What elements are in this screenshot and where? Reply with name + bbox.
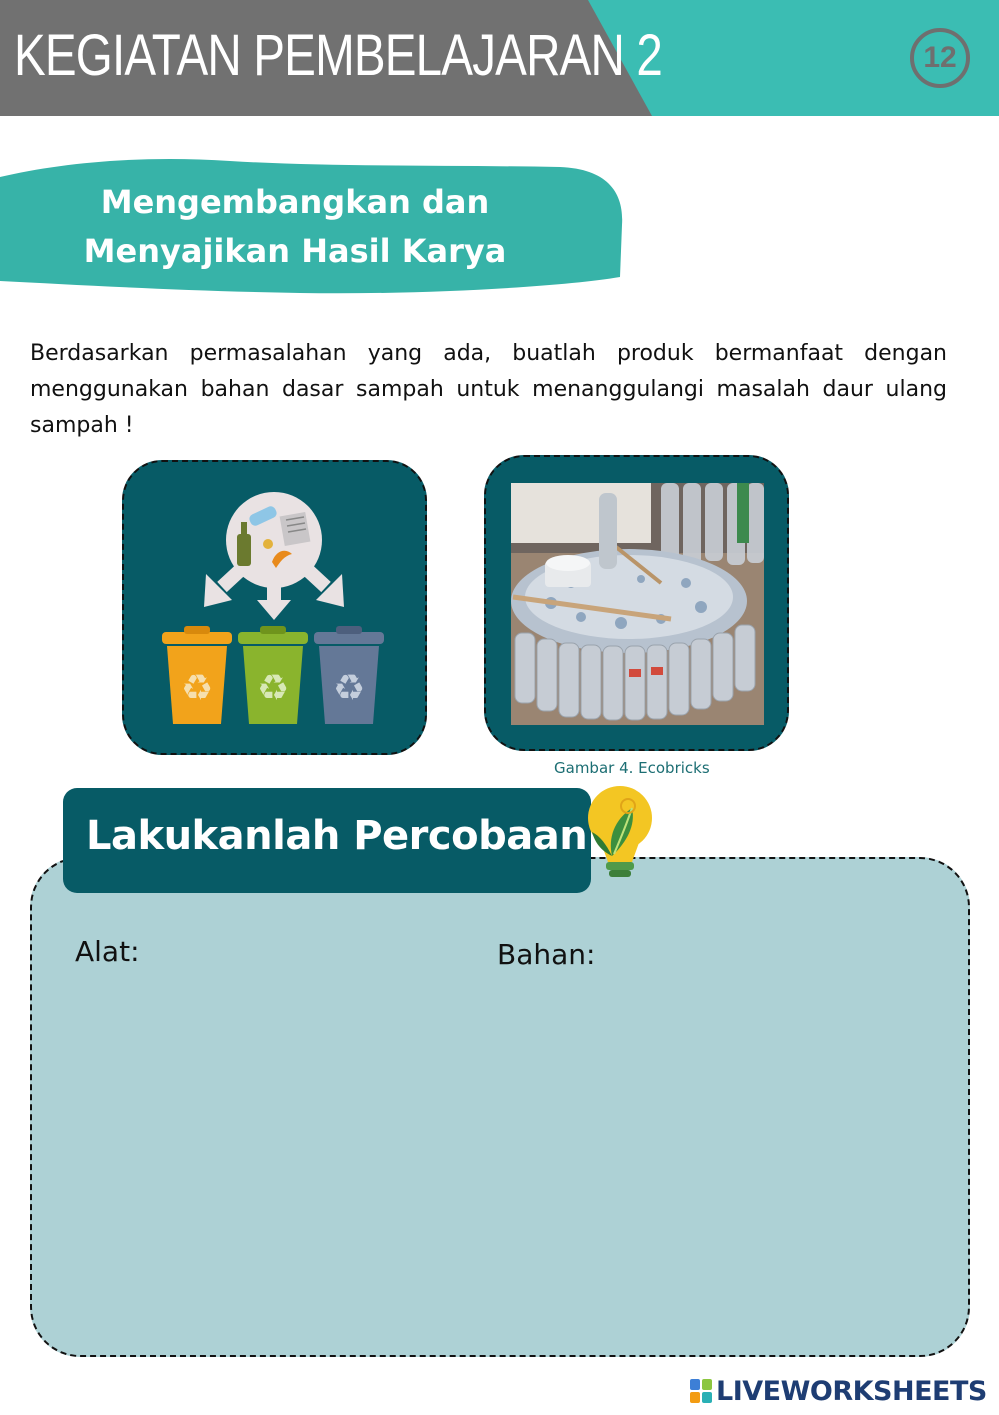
alat-label: Alat: [75, 935, 140, 968]
experiment-title: Lakukanlah Percobaan [86, 813, 588, 859]
page-number-badge: 12 [910, 28, 970, 88]
subtitle-text [0, 178, 590, 276]
bahan-label: Bahan: [497, 938, 596, 971]
lightbulb-leaf-icon [578, 782, 654, 882]
image-caption: Gambar 4. Ecobricks [554, 759, 710, 777]
subtitle-line-2: Menyajikan Hasil Karya [83, 232, 507, 270]
waste-sorting-recycle-bins-icon [124, 462, 425, 753]
blue-bin-icon [314, 626, 384, 724]
instruction-paragraph: Berdasarkan permasalahan yang ada, buatlah produk bermanfaat dengan menggunakan bahan dasar sampah untuk menanggulangi masalah daur ulang sampah ! [30, 341, 947, 438]
experiment-box [30, 857, 970, 1357]
ecobricks-photo [511, 483, 764, 725]
svg-text:♻: ♻ [256, 668, 290, 709]
liveworksheets-logo-text: LIVEWORKSHEETS [716, 1375, 987, 1407]
subtitle-line-1: Mengembangkan dan [100, 183, 490, 221]
liveworksheets-logo[interactable] [690, 1374, 987, 1408]
waste-sorting-card [122, 460, 427, 755]
svg-text:♻: ♻ [180, 668, 214, 709]
green-bin-icon [238, 626, 308, 724]
svg-text:♻: ♻ [332, 668, 366, 709]
page-title: KEGIATAN PEMBELAJARAN 2 [14, 23, 663, 88]
liveworksheets-logo-icon [690, 1379, 712, 1403]
orange-bin-icon [162, 626, 232, 724]
